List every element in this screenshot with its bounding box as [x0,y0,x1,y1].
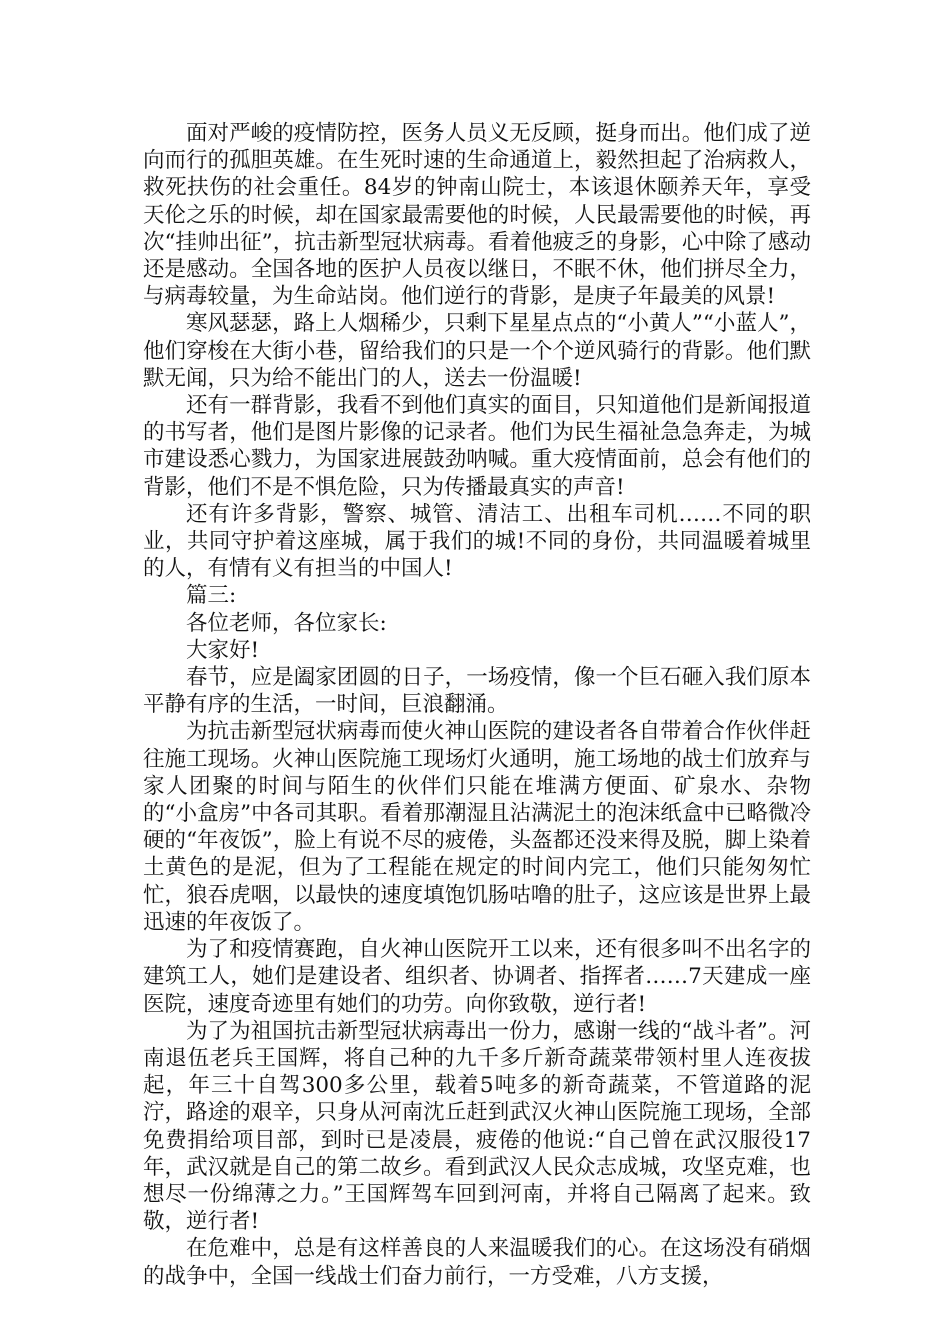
paragraph-2: 寒风瑟瑟，路上人烟稀少，只剩下星星点点的“小黄人”“小蓝人”，他们穿梭在大街小巷，留给我们的只是一个个逆风骑行的背影。他们默默无闻，只为给不能出门的人，送去一份温暖! [143,311,811,391]
paragraph-4: 还有许多背影，警察、城管、清洁工、出租车司机……不同的职业，共同守护着这座城，属于我们的城!不同的身份，共同温暖着城里的人，有情有义有担当的中国人! [143,501,811,582]
paragraph-8: 为了为祖国抗击新型冠状病毒出一份力，感谢一线的“战斗者”。河南退伍老兵王国辉，将自己种的九千多斤新奇蔬菜带领村里人连夜拔起，年三十自驾300多公里，载着5吨多的新奇蔬菜，不管道路的泥泞，路途的艰辛，只身从河南沈丘赶到武汉火神山医院施工现场，全部免费捐给项目部，到时已是凌晨，疲倦的他说:“自己曾在武汉服役17年，武汉就是自己的第二故乡。看到武汉人民众志成城，攻坚克难，也想尽一份绵薄之力。”王国辉驾车回到河南，并将自己隔离了起来。致敬，逆行者! [143,1018,811,1235]
greeting: 大家好! [186,637,260,663]
document-body [143,120,811,1290]
paragraph-9: 在危难中，总是有这样善良的人来温暖我们的心。在这场没有硝烟的战争中，全国一线战士们奋力前行，一方受难，八方支援， [143,1236,811,1289]
paragraph-5: 春节，应是阖家团圆的日子，一场疫情，像一个巨石砸入我们原本平静有序的生活，一时间，巨浪翻涌。 [143,665,811,718]
paragraph-6: 为抗击新型冠状病毒而使火神山医院的建设者各自带着合作伙伴赶往施工现场。火神山医院施工现场灯火通明，施工场地的战士们放弃与家人团聚的时间与陌生的伙伴们只能在堆满方便面、矿泉水、杂物的“小盒房”中各司其职。看着那潮湿且沾满泥土的泡沫纸盒中已略微冷硬的“年夜饭”，脸上有说不尽的疲倦，头盔都还没来得及脱，脚上染着土黄色的是泥，但为了工程能在规定的时间内完工，他们只能匆匆忙忙，狼吞虎咽，以最快的速度填饱饥肠咕噜的肚子，这应该是世界上最迅速的年夜饭了。 [143,719,811,935]
section-heading: 篇三: [186,583,237,609]
paragraph-3: 还有一群背影，我看不到他们真实的面目，只知道他们是新闻报道的书写者，他们是图片影像的记录者。他们为民生福祉急急奔走，为城市建设悉心戮力，为国家进展鼓劲呐喊。重大疫情面前，总会有他们的背影，他们不是不惧危险，只为传播最真实的声音! [143,393,811,500]
paragraph-7: 为了和疫情赛跑，自火神山医院开工以来，还有很多叫不出名字的建筑工人，她们是建设者、组织者、协调者、指挥者……7天建成一座医院，速度奇迹里有她们的功劳。向你致敬，逆行者! [143,937,811,1017]
salutation: 各位老师，各位家长: [186,610,387,636]
paragraph-1: 面对严峻的疫情防控，医务人员义无反顾，挺身而出。他们成了逆向而行的孤胆英雄。在生死时速的生命通道上，毅然担起了治病救人，救死扶伤的社会重任。84岁的钟南山院士，本该退休颐养天年，享受天伦之乐的时候，却在国家最需要他的时候，人民最需要他的时候，再次“挂帅出征”，抗击新型冠状病毒。看着他疲乏的身影，心中除了感动还是感动。全国各地的医护人员夜以继日，不眠不休，他们拼尽全力，与病毒较量，为生命站岗。他们逆行的背影，是庚子年最美的风景! [143,121,811,310]
